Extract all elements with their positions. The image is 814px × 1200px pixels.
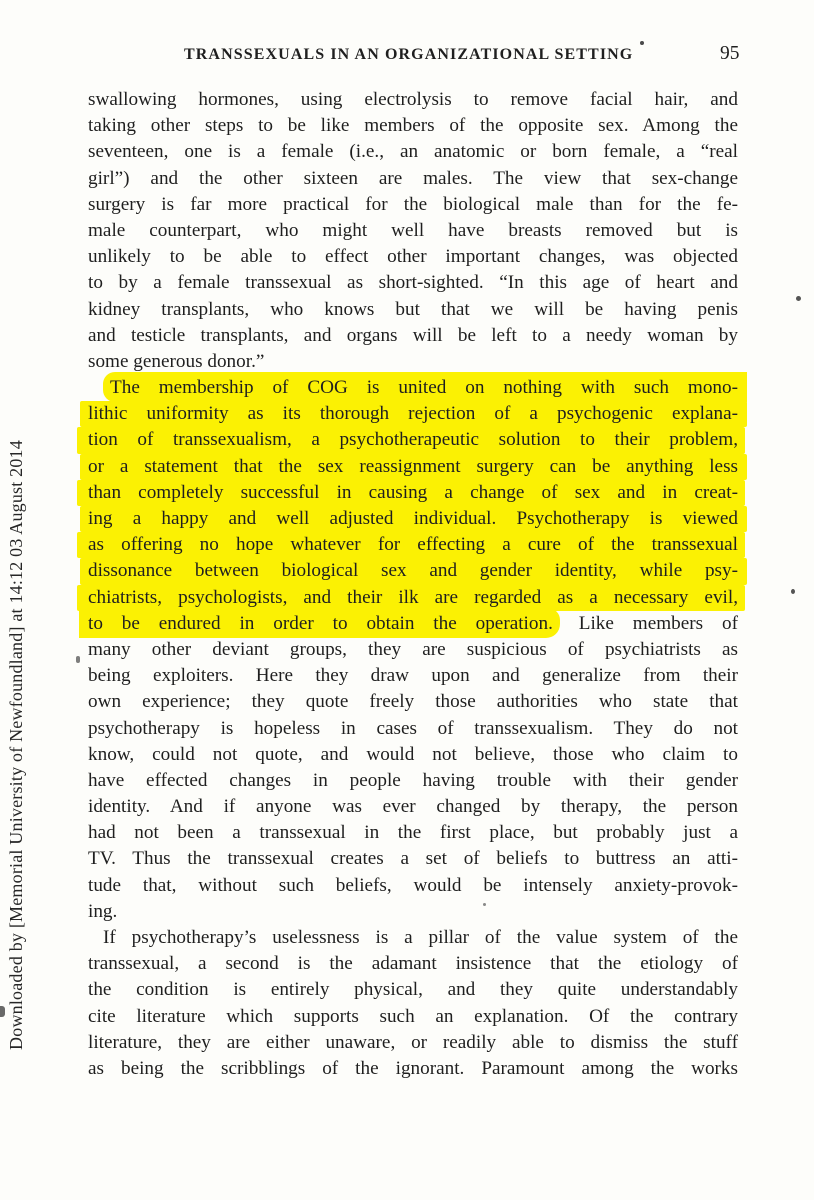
text-run: being exploiters. Here they draw upon and generalize from their xyxy=(88,665,738,687)
text-line xyxy=(77,532,745,558)
text-run: ing. xyxy=(88,900,118,922)
running-head-title: TRANSSEXUALS IN AN ORGANIZATIONAL SETTING xyxy=(184,46,634,63)
text-line xyxy=(88,611,738,637)
text-run: unlikely to be able to effect other important changes, was objected xyxy=(88,246,738,268)
text-line xyxy=(88,192,738,218)
text-line xyxy=(88,689,738,715)
text-run: had not been a transsexual in the first place, but probably just a xyxy=(88,822,738,844)
text-line xyxy=(80,558,747,584)
text-line xyxy=(80,454,747,480)
text-run: as being the scribblings of the ignorant. Paramount among the works xyxy=(88,1057,738,1079)
text-line xyxy=(80,401,747,427)
text-line xyxy=(88,820,738,846)
text-line xyxy=(88,113,738,139)
text-line xyxy=(88,87,738,113)
scan-speck xyxy=(0,1006,5,1017)
text-line xyxy=(88,139,738,165)
text-run: literature, they are either unaware, or readily able to dismiss the stuff xyxy=(88,1031,738,1053)
text-line xyxy=(88,925,738,951)
text-line xyxy=(77,480,745,506)
highlighted-text: The membership of COG is united on nothing with such mono- xyxy=(103,372,747,402)
highlighted-text: to be endured in order to obtain the operation. xyxy=(79,608,560,638)
text-run: than completely successful in causing a change of sex and in creat- xyxy=(88,481,738,503)
text-line xyxy=(88,794,738,820)
text-run: own experience; they quote freely those authorities who state that xyxy=(88,691,738,713)
text-line xyxy=(77,585,745,611)
text-line xyxy=(88,637,738,663)
text-line xyxy=(88,899,738,925)
text-line xyxy=(88,297,738,323)
text-run: some generous donor.” xyxy=(88,350,265,372)
text-run: male counterpart, who might well have breasts removed but is xyxy=(88,219,738,241)
text-line xyxy=(88,1056,738,1082)
text-line xyxy=(80,506,747,532)
text-line xyxy=(88,1030,738,1056)
text-run: If psychotherapy’s uselessness is a pillar of the value system of the xyxy=(103,927,738,948)
text-run: identity. And if anyone was ever changed by therapy, the person xyxy=(88,796,738,818)
text-line xyxy=(88,768,738,794)
text-run: as offering no hope whatever for effecting a cure of the transsexual xyxy=(88,534,738,556)
text-run: chiatrists, psychologists, and their ilk are regarded as a necessary evil, xyxy=(88,586,738,608)
text-line xyxy=(88,166,738,192)
text-line xyxy=(88,244,738,270)
text-line xyxy=(88,1004,738,1030)
text-run: ing a happy and well adjusted individual. Psychotherapy is viewed xyxy=(88,508,738,529)
text-run: know, could not quote, and would not believe, those who claim to xyxy=(88,743,738,765)
text-run: to by a female transsexual as short-sighted. “In this age of heart and xyxy=(88,272,738,294)
text-line xyxy=(88,663,738,689)
text-run: or a statement that the sex reassignment surgery can be anything less xyxy=(88,455,738,477)
text-line xyxy=(88,846,738,872)
text-run: Like members of xyxy=(559,612,738,634)
text-run: cite literature which supports such an explanation. Of the contrary xyxy=(88,1005,738,1027)
text-line xyxy=(88,375,738,401)
text-line xyxy=(88,716,738,742)
scan-speck xyxy=(483,903,486,906)
scan-speck xyxy=(640,41,644,45)
text-run: have effected changes in people having trouble with their gender xyxy=(88,769,738,791)
scan-speck xyxy=(791,589,795,594)
text-run: dissonance between biological sex and gender identity, while psy- xyxy=(88,560,738,582)
body-text xyxy=(88,87,738,1082)
page-number: 95 xyxy=(720,43,740,64)
text-line xyxy=(88,951,738,977)
text-run: psychotherapy is hopeless in cases of transsexualism. They do not xyxy=(88,717,738,739)
text-line xyxy=(88,873,738,899)
text-run: many other deviant groups, they are suspicious of psychiatrists as xyxy=(88,638,738,660)
scan-speck xyxy=(796,296,801,301)
text-line xyxy=(77,427,745,453)
text-run: swallowing hormones, using electrolysis to remove facial hair, and xyxy=(88,89,738,110)
text-run: lithic uniformity as its thorough rejection of a psychogenic explana- xyxy=(88,403,738,425)
text-run: transsexual, a second is the adamant insistence that the etiology of xyxy=(88,953,738,975)
download-stamp: Downloaded by [Memorial University of Newfoundland] at 14:12 03 August 2014 xyxy=(6,440,26,1050)
text-run: and testicle transplants, and organs will be left to a needy woman by xyxy=(88,324,738,346)
text-run: seventeen, one is a female (i.e., an anatomic or born female, a “real xyxy=(88,141,738,163)
text-run: TV. Thus the transsexual creates a set of beliefs to buttress an atti- xyxy=(88,848,738,870)
text-run: taking other steps to be like members of the opposite sex. Among the xyxy=(88,115,738,137)
text-run: kidney transplants, who knows but that we will be having penis xyxy=(88,298,738,320)
text-line xyxy=(88,218,738,244)
text-run: tion of transsexualism, a psychotherapeutic solution to their problem, xyxy=(88,429,738,451)
text-line xyxy=(88,742,738,768)
text-line xyxy=(88,270,738,296)
text-line xyxy=(88,323,738,349)
text-run: girl”) and the other sixteen are males. The view that sex-change xyxy=(88,167,738,189)
text-line xyxy=(88,977,738,1003)
text-run: surgery is far more practical for the biological male than for the fe- xyxy=(88,193,738,215)
text-run: tude that, without such beliefs, would be intensely anxiety-provok- xyxy=(88,874,738,896)
text-run: the condition is entirely physical, and they quite understandably xyxy=(88,979,738,1001)
scan-speck xyxy=(76,656,80,663)
